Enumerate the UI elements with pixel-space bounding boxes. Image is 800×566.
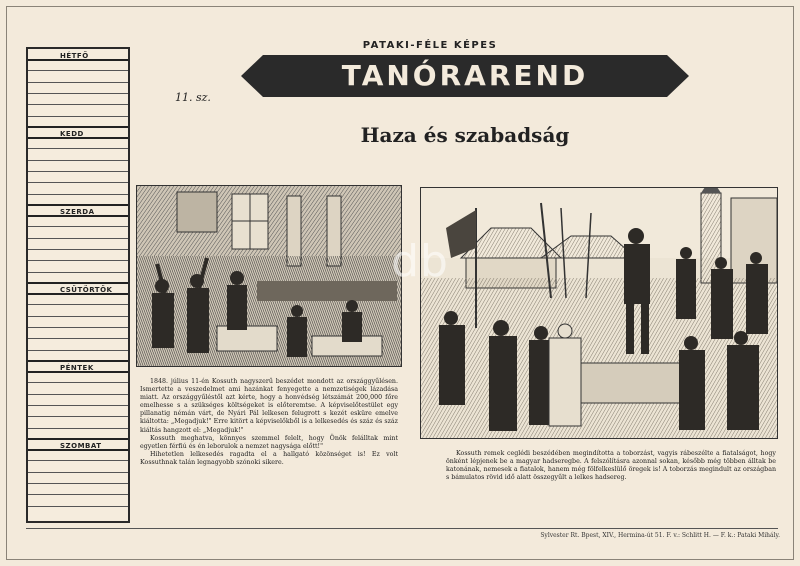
schedule-line	[28, 82, 128, 83]
schedule-line	[28, 194, 128, 195]
caption-left-paragraph-1: 1848. július 11-én Kossuth nagyszerű beszédet mondott az országgyűlésen. Ismertette a veszedelmet ami hazánkat fenyegette a nemzetiségek lázadása miatt. Az országgyűléstől azt kérte, hogy a honvédség létszámát 200,000 főre emelhesse s a szükséges költségeket is előteremtse. A képviselőtestület egy pillanatig némán várt, de Nyári Pál lelkesen felugrott s kezét esküre emelve kiáltotta: „Megadjuk!" Erre kitört a képviselőkből is a lelkesedés és száz és száz kiáltás hangzott el: „Megadjuk!"	[140, 378, 398, 434]
issue-number: 11. sz.	[175, 91, 211, 104]
schedule-line	[28, 405, 128, 406]
schedule-line	[28, 260, 128, 261]
schedule-line	[28, 59, 128, 61]
schedule-line	[28, 137, 128, 139]
schedule-line	[28, 304, 128, 305]
schedule-line	[28, 226, 128, 227]
schedule-line	[28, 70, 128, 71]
day-separator	[28, 126, 128, 128]
schedule-line	[28, 182, 128, 183]
schedule-line	[28, 506, 128, 507]
caption-left-paragraph-2: Kossuth meghatva, könnyes szemmel felelt, hogy Önök felálltak mint egyetlen férfiú és én leborulok a nemzet nagysága előtt!"	[140, 434, 398, 450]
recruitment-speech-illustration	[420, 187, 778, 439]
schedule-line	[28, 382, 128, 383]
schedule-line	[28, 327, 128, 328]
schedule-line	[28, 394, 128, 395]
schedule-line	[28, 171, 128, 172]
day-separator	[28, 204, 128, 206]
schedule-line	[28, 472, 128, 473]
schedule-line	[28, 93, 128, 94]
page-title: TANÓRAREND	[341, 59, 589, 92]
schedule-line	[28, 293, 128, 295]
caption-left-paragraph-3: Hihetetlen lelkesedés ragadta el a hallgató közönséget is! Ez volt Kossuthnak talán legnagyobb szónoki sikere.	[140, 450, 398, 466]
schedule-line	[28, 148, 128, 149]
day-label-friday: PÉNTEK	[60, 364, 94, 372]
day-label-thursday: CSÜTÖRTÖK	[60, 286, 113, 294]
schedule-line	[28, 249, 128, 250]
schedule-line	[28, 416, 128, 417]
schedule-line	[28, 215, 128, 217]
section-heading: Haza és szabadság	[360, 123, 570, 147]
day-label-saturday: SZOMBAT	[60, 442, 102, 450]
schedule-line	[28, 104, 128, 105]
day-separator	[28, 438, 128, 440]
printer-imprint: Sylvester Rt. Bpest, XIV., Hermina-út 51. F. v.: Schlitt H. — F. k.: Pataki Mihály.	[540, 532, 780, 539]
day-label-monday: HÉTFŐ	[60, 52, 89, 60]
day-separator	[28, 282, 128, 284]
schedule-line	[28, 449, 128, 451]
schedule-line	[28, 316, 128, 317]
schedule-line	[28, 460, 128, 461]
schedule-line	[28, 371, 128, 373]
schedule-line	[28, 494, 128, 495]
schedule-line	[28, 116, 128, 117]
caption-right	[446, 450, 776, 482]
schedule-line	[28, 350, 128, 351]
day-label-wednesday: SZERDA	[60, 208, 95, 216]
schedule-line	[28, 483, 128, 484]
schedule-line	[28, 238, 128, 239]
publisher-line: PATAKI-FÉLE KÉPES	[362, 40, 498, 51]
watermark: db	[391, 236, 449, 287]
schedule-line	[28, 160, 128, 161]
day-separator	[28, 360, 128, 362]
weekly-schedule-column	[26, 47, 130, 523]
caption-left	[140, 378, 398, 467]
caption-right-paragraph-1: Kossuth remek ceglédi beszédében megindította a toborzást, vagyis rábeszélte a fiatalságot, hogy önként lépjenek be a magyar hadseregbe. A felszólításra azonnal sokan, később még többen álltak be katonának, nemesek a fiatalok, hanem még fölfelkeslülő öregek is! A toborzás megindult az országban s bámulatos rövid idő alatt összegyűlt a lelkes hadsereg.	[446, 450, 776, 482]
footer-rule	[26, 528, 778, 529]
schedule-line	[28, 272, 128, 273]
schedule-line	[28, 338, 128, 339]
day-label-tuesday: KEDD	[60, 130, 84, 138]
schedule-line	[28, 428, 128, 429]
